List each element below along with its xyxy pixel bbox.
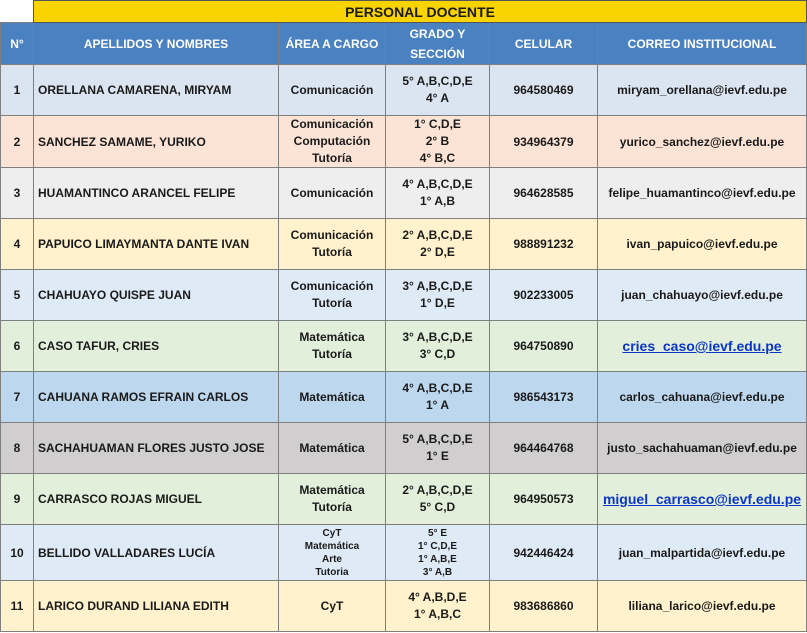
area-line: Comunicación — [290, 279, 374, 293]
area-line: Comunicación — [290, 82, 374, 97]
email-text: juan_chahuayo@ievf.edu.pe — [621, 288, 783, 302]
table-row — [1, 270, 807, 321]
row-number: 6 — [1, 321, 34, 372]
teacher-name: BELLIDO VALLADARES LUCÍA — [34, 525, 279, 581]
grade-line: 4° A,B,C,D,E — [402, 381, 473, 395]
area-line: CyT — [320, 598, 344, 613]
grade-line: 4° A,B,D,E — [408, 590, 467, 604]
header-area: ÁREA A CARGO — [279, 23, 386, 65]
email-link[interactable]: cries_caso@ievf.edu.pe — [622, 338, 782, 354]
area-cell — [279, 116, 386, 168]
email-cell — [598, 219, 807, 270]
area-line: Comunicación — [290, 228, 374, 242]
table-row — [1, 168, 807, 219]
row-number: 8 — [1, 423, 34, 474]
table-row — [1, 372, 807, 423]
grade-line: 3° A,B — [422, 566, 453, 578]
teacher-name: LARICO DURAND LILIANA EDITH — [34, 581, 279, 632]
grade-line: 3° A,B,C,D,E — [402, 330, 473, 344]
area-cell — [279, 65, 386, 116]
email-text: miryam_orellana@ievf.edu.pe — [617, 83, 787, 97]
email-cell — [598, 525, 807, 581]
grade-line: 1° A — [425, 398, 450, 412]
grade-line: 4° B,C — [419, 151, 456, 165]
row-number: 11 — [1, 581, 34, 632]
grade-cell — [386, 474, 490, 525]
table-row — [1, 581, 807, 632]
email-cell — [598, 168, 807, 219]
area-line: Comunicación — [290, 117, 374, 131]
grade-line: 3° A,B,C,D,E — [402, 279, 473, 293]
header-grade-line2: SECCIÓN — [410, 46, 465, 61]
phone-cell: 964750890 — [490, 321, 598, 372]
teacher-name: CARRASCO ROJAS MIGUEL — [34, 474, 279, 525]
email-text: yurico_sanchez@ievf.edu.pe — [619, 134, 785, 149]
email-cell — [598, 372, 807, 423]
table-row — [1, 65, 807, 116]
email-text: ivan_papuico@ievf.edu.pe — [626, 237, 778, 251]
email-cell[interactable] — [598, 321, 807, 372]
header-email: CORREO INSTITUCIONAL — [598, 23, 807, 65]
grade-line: 1° C,D,E — [417, 540, 457, 552]
grade-line: 4° A — [425, 91, 450, 105]
grade-line: 5° A,B,C,D,E — [402, 432, 473, 446]
area-line: Tutoría — [312, 296, 352, 310]
area-cell — [279, 581, 386, 632]
area-cell — [279, 525, 386, 581]
area-line: Computación — [293, 134, 371, 148]
area-line: Matemática — [299, 330, 365, 344]
area-line: Matemática — [304, 540, 360, 552]
grade-line: 2° A,B,C,D,E — [402, 483, 473, 497]
grade-line: 5° E — [427, 527, 447, 539]
table-title: PERSONAL DOCENTE — [34, 1, 807, 23]
grade-line: 1° D,E — [420, 296, 455, 310]
grade-line: 1° C,D,E — [414, 117, 461, 131]
grade-cell — [386, 581, 490, 632]
header-grade-line1: GRADO Y — [409, 26, 466, 41]
area-cell — [279, 372, 386, 423]
header-num: N° — [1, 23, 34, 65]
grade-line: 5° C,D — [419, 500, 456, 514]
grade-line: 2° A,B,C,D,E — [402, 228, 473, 242]
teacher-name: SACHAHUAMAN FLORES JUSTO JOSE — [34, 423, 279, 474]
phone-cell: 964950573 — [490, 474, 598, 525]
area-line: CyT — [322, 527, 342, 539]
grade-cell — [386, 65, 490, 116]
grade-line: 4° A,B,C,D,E — [402, 177, 473, 191]
grade-line: 1° E — [426, 449, 449, 463]
email-link[interactable]: miguel_carrasco@ievf.edu.pe — [602, 491, 802, 507]
area-line: Matemática — [299, 389, 365, 404]
teacher-name: PAPUICO LIMAYMANTA DANTE IVAN — [34, 219, 279, 270]
row-number: 9 — [1, 474, 34, 525]
phone-cell: 902233005 — [490, 270, 598, 321]
header-names: APELLIDOS Y NOMBRES — [34, 23, 279, 65]
teacher-name: HUAMANTINCO ARANCEL FELIPE — [34, 168, 279, 219]
row-number: 2 — [1, 116, 34, 168]
phone-cell: 986543173 — [490, 372, 598, 423]
area-cell — [279, 321, 386, 372]
table-row — [1, 525, 807, 581]
teacher-name: CAHUANA RAMOS EFRAIN CARLOS — [34, 372, 279, 423]
email-cell — [598, 423, 807, 474]
table-row — [1, 423, 807, 474]
email-cell — [598, 270, 807, 321]
grade-cell — [386, 270, 490, 321]
email-text: juan_malpartida@ievf.edu.pe — [618, 545, 786, 560]
row-number: 7 — [1, 372, 34, 423]
table-row — [1, 116, 807, 168]
email-cell — [598, 581, 807, 632]
area-line: Comunicación — [290, 185, 374, 200]
area-line: Tutoría — [312, 500, 352, 514]
phone-cell: 964628585 — [490, 168, 598, 219]
phone-cell: 942446424 — [490, 525, 598, 581]
phone-cell: 964580469 — [490, 65, 598, 116]
row-number: 1 — [1, 65, 34, 116]
row-number: 5 — [1, 270, 34, 321]
email-text: justo_sachahuaman@ievf.edu.pe — [607, 441, 797, 455]
teacher-name: SANCHEZ SAMAME, YURIKO — [34, 116, 279, 168]
grade-line: 3° C,D — [419, 347, 456, 361]
table-row — [1, 219, 807, 270]
phone-cell: 983686860 — [490, 581, 598, 632]
grade-line: 5° A,B,C,D,E — [402, 74, 473, 88]
grade-cell — [386, 168, 490, 219]
area-cell — [279, 219, 386, 270]
header-row — [1, 23, 807, 65]
area-cell — [279, 474, 386, 525]
area-cell — [279, 423, 386, 474]
blank-cell — [1, 1, 34, 23]
grade-cell — [386, 321, 490, 372]
header-phone: CELULAR — [490, 23, 598, 65]
grade-cell — [386, 525, 490, 581]
grade-line: 1° A,B,E — [418, 553, 457, 565]
grade-cell — [386, 116, 490, 168]
grade-cell — [386, 423, 490, 474]
header-grade — [386, 23, 490, 65]
table-row — [1, 321, 807, 372]
email-text: felipe_huamantinco@ievf.edu.pe — [608, 186, 796, 200]
area-line: Tutoría — [312, 151, 352, 165]
email-text: carlos_cahuana@ievf.edu.pe — [619, 390, 785, 404]
area-line: Arte — [321, 553, 342, 565]
email-text: liliana_larico@ievf.edu.pe — [628, 599, 776, 613]
grade-cell — [386, 372, 490, 423]
phone-cell: 964464768 — [490, 423, 598, 474]
grade-line: 2° B — [425, 134, 450, 148]
area-line: Tutoría — [312, 245, 352, 259]
row-number: 4 — [1, 219, 34, 270]
teacher-name: CASO TAFUR, CRIES — [34, 321, 279, 372]
grade-line: 1° A,B — [419, 194, 456, 208]
phone-cell: 988891232 — [490, 219, 598, 270]
area-line: Matemática — [299, 483, 365, 497]
grade-cell — [386, 219, 490, 270]
area-line: Tutoría — [312, 347, 352, 361]
teacher-name: ORELLANA CAMARENA, MIRYAM — [34, 65, 279, 116]
area-cell — [279, 168, 386, 219]
row-number: 3 — [1, 168, 34, 219]
area-cell — [279, 270, 386, 321]
phone-cell: 934964379 — [490, 116, 598, 168]
area-line: Tutoria — [315, 566, 349, 578]
title-row — [1, 1, 807, 23]
row-number: 10 — [1, 525, 34, 581]
table-row — [1, 474, 807, 525]
area-line: Matemática — [299, 440, 365, 455]
email-cell — [598, 116, 807, 168]
email-cell — [598, 65, 807, 116]
email-cell[interactable] — [598, 474, 807, 525]
grade-line: 2° D,E — [420, 245, 455, 259]
grade-line: 1° A,B,C — [413, 607, 462, 621]
teacher-name: CHAHUAYO QUISPE JUAN — [34, 270, 279, 321]
